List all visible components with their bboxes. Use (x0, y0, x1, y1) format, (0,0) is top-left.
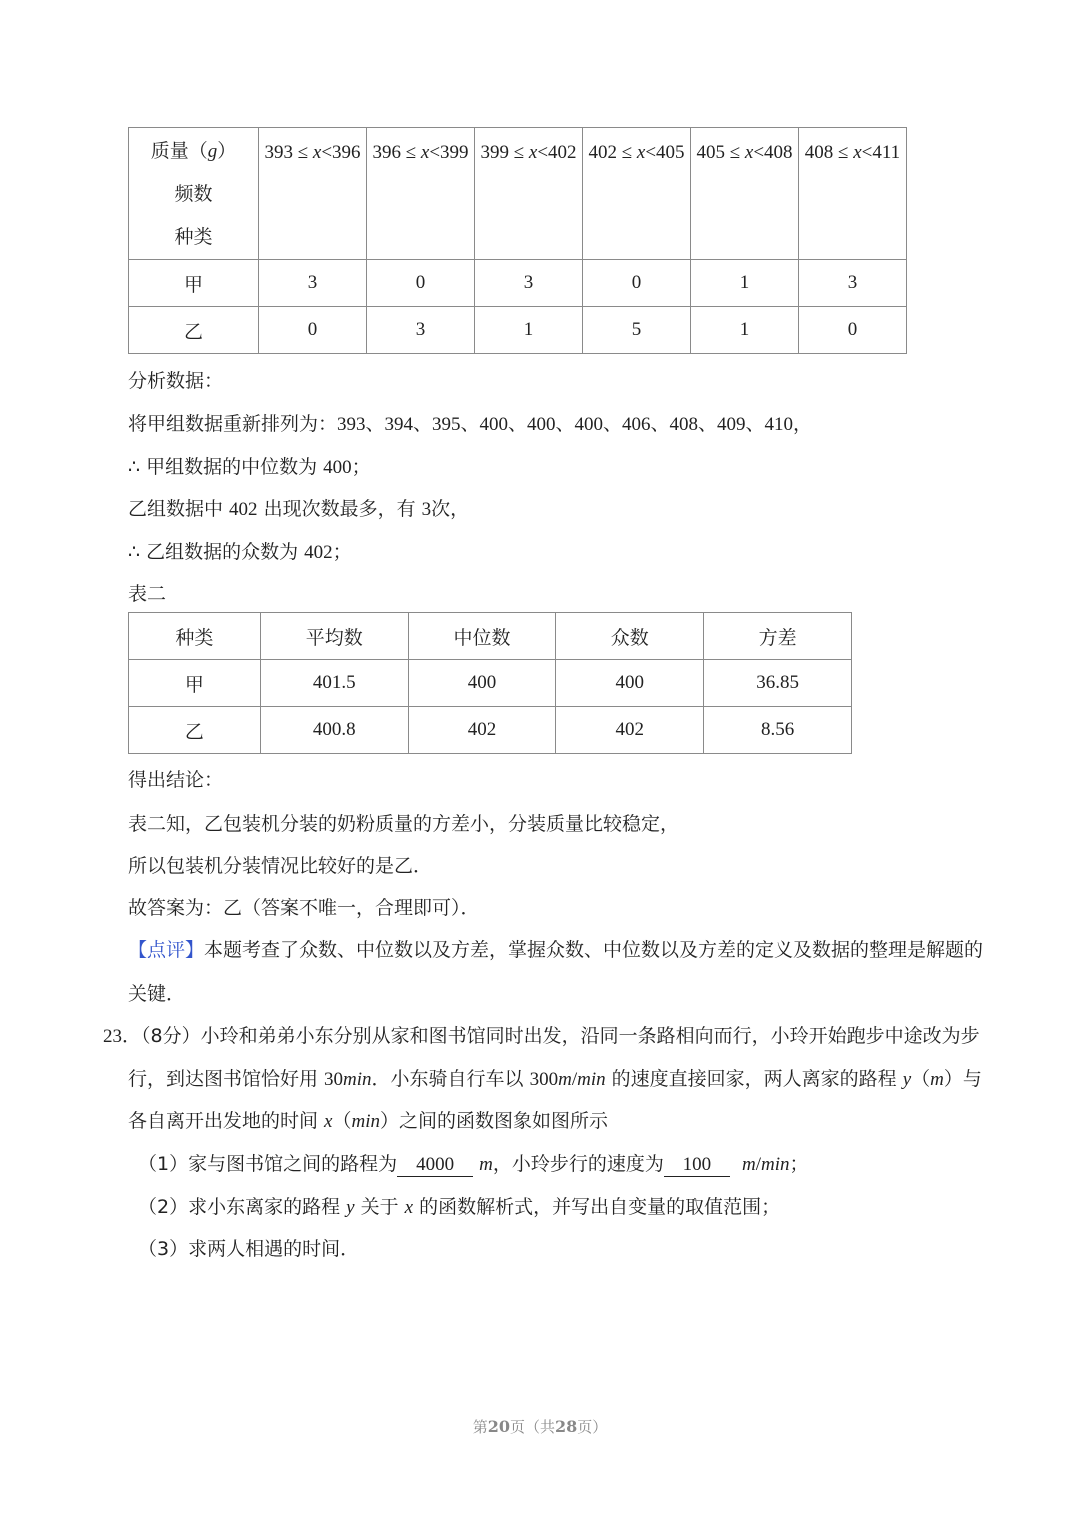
sub-question-1: （1）家与图书馆之间的路程为 4000 m，小玲步行的速度为 100 m/min； (138, 1153, 809, 1175)
range-header: 393 ≤ x<396 (259, 128, 367, 260)
comment-line: 关键． (128, 983, 186, 1005)
range-header: 402 ≤ x<405 (583, 128, 691, 260)
comment-tag: 【点评】 (128, 939, 205, 961)
table-cell: 1 (691, 307, 799, 354)
table-cell: 0 (259, 307, 367, 354)
table-row (129, 660, 852, 707)
table-cell: 0 (799, 307, 907, 354)
header-frequency: 频数 (174, 183, 213, 205)
answer-blank: 4000 (397, 1154, 473, 1177)
analysis-title: 分析数据： (128, 370, 224, 392)
table-cell: 3 (367, 307, 475, 354)
table-row (129, 260, 907, 307)
comment-line: 【点评】本题考查了众数、中位数以及方差，掌握众数、中位数以及方差的定义及数据的整理是解题的 (128, 939, 984, 961)
sub-question-3: （3）求两人相遇的时间． (138, 1238, 360, 1260)
table-cell: 8.56 (704, 707, 852, 754)
table-header-row (129, 613, 852, 660)
table-cell: 3 (475, 260, 583, 307)
table-row (129, 707, 852, 754)
range-header: 408 ≤ x<411 (799, 128, 907, 260)
conclusion-line: 表二知，乙包装机分装的奶粉质量的方差小，分装质量比较稳定， (128, 813, 680, 835)
column-header: 方差 (704, 613, 852, 660)
page-footer: 第20页（共28页） (472, 1417, 608, 1436)
table-cell: 3 (259, 260, 367, 307)
table-cell: 402 (408, 707, 556, 754)
table-cell: 400.8 (260, 707, 408, 754)
sub-question-2: （2）求小东离家的路程 y 关于 x 的函数解析式，并写出自变量的取值范围； (138, 1196, 781, 1218)
table-header-row (129, 128, 907, 260)
column-header: 种类 (129, 613, 261, 660)
conclusion-title: 得出结论： (128, 769, 224, 791)
analysis-line: 将甲组数据重新排列为：393、394、395、400、400、400、406、408、409、410， (128, 413, 813, 435)
row-label: 甲 (129, 260, 259, 307)
column-header: 众数 (556, 613, 704, 660)
table-cell: 0 (367, 260, 475, 307)
answer-blank: 100 (664, 1154, 730, 1177)
table-cell: 5 (583, 307, 691, 354)
page-number: 20 (487, 1417, 510, 1436)
table-cell: 3 (799, 260, 907, 307)
analysis-line: 乙组数据中 402 出现次数最多，有 3次， (128, 498, 470, 520)
table-row (129, 307, 907, 354)
range-header: 399 ≤ x<402 (475, 128, 583, 260)
column-header: 平均数 (260, 613, 408, 660)
question-number: 23． (103, 1026, 142, 1047)
table-cell: 1 (691, 260, 799, 307)
table-cell: 400 (556, 660, 704, 707)
table2-caption: 表二 (128, 583, 167, 605)
table-cell: 0 (583, 260, 691, 307)
total-pages: 28 (555, 1417, 578, 1436)
question-23-line: 各自离开出发地的时间 x（min）之间的函数图象如图所示 (128, 1110, 609, 1132)
row-label: 甲 (129, 660, 261, 707)
table-cell: 1 (475, 307, 583, 354)
header-type: 种类 (174, 226, 213, 248)
analysis-line: ∴ 乙组数据的众数为 402； (128, 541, 352, 563)
row-label: 乙 (129, 307, 259, 354)
analysis-line: ∴ 甲组数据的中位数为 400； (128, 456, 371, 478)
conclusion-line: 所以包装机分装情况比较好的是乙． (128, 855, 433, 877)
row-label: 乙 (129, 707, 261, 754)
answer-line: 故答案为：乙（答案不唯一，合理即可）． (128, 897, 480, 919)
range-header: 405 ≤ x<408 (691, 128, 799, 260)
question-23-line: 行，到达图书馆恰好用 30min．小东骑自行车以 300m/min 的速度直接回家，两人离家的路程 y（m）与 (128, 1068, 982, 1090)
statistics-table (128, 612, 852, 754)
column-header: 中位数 (408, 613, 556, 660)
range-header: 396 ≤ x<399 (367, 128, 475, 260)
table-cell: 400 (408, 660, 556, 707)
frequency-table (128, 127, 907, 354)
table-cell: 36.85 (704, 660, 852, 707)
question-23-line: 23．（8分）小玲和弟弟小东分别从家和图书馆同时出发，沿同一条路相向而行，小玲开始跑步中途改为步 (103, 1025, 980, 1047)
table-cell: 402 (556, 707, 704, 754)
table-corner-header (129, 128, 259, 260)
table-cell: 401.5 (260, 660, 408, 707)
header-quality: 质量（g） (150, 140, 237, 162)
